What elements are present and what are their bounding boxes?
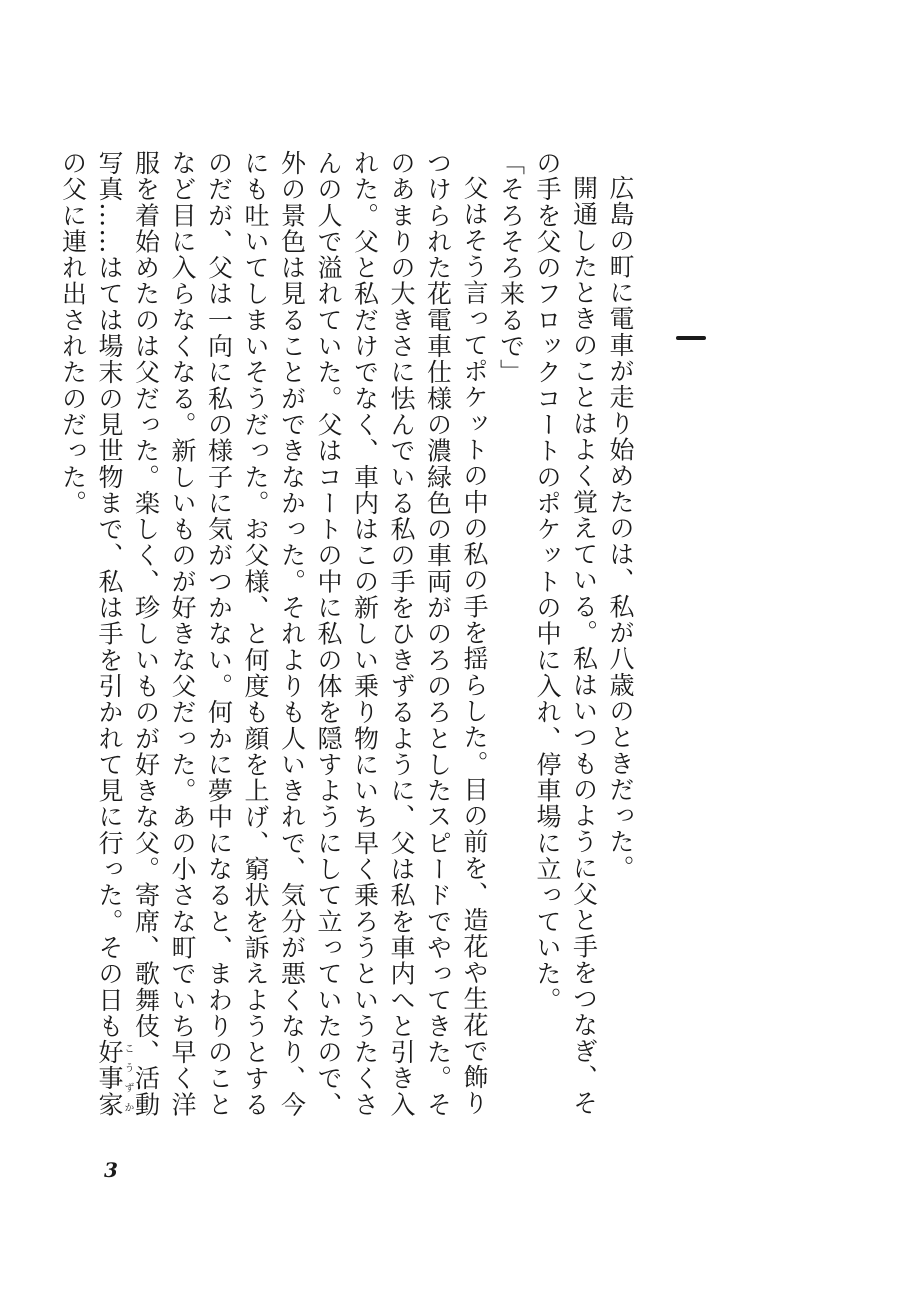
- dialogue-line: 「そろそろ来るで」: [496, 150, 526, 386]
- chapter-number-glyph: [676, 336, 706, 340]
- paragraph-text: 父はそう言ってポケットの中の私の手を揺らした。目の前を、造花や生花で飾りつけられた花電車仕様の濃緑色の車両がのろのろとしたスピードでやってきた。そのあまりの大きさに怯んでいる私の手をひきずるように、父は私を車内へと引き入れた。父と私だけでなく、車内はこの新しい乗り物にいち早く乗ろうというたくさんの人で溢れていた。父はコートの中に私の体を隠すようにして立っていたので、外の景色は見ることができなかった。それよりも人いきれで、気分が悪くなり、今にも吐いてしまいそうだった。お父様、と何度も顔を上げ、窮状を訴えようとするのだが、父は一向に私の様子に気がつかない。何かに夢中になると、まわりのことなど目に入らなくなる。新しいものが好きな父だった。あの小さな町でいち早く洋服を着始めたのは父だった。楽しく、珍しいものが好きな父。寄席、歌舞伎、活動写真……はては場末の見世物まで、私は手を引かれて見に行った。その日も: [95, 150, 489, 1118]
- page-number: 3: [104, 1158, 118, 1182]
- paragraph: 開通したときのことはよく覚えている。私はいつものように父と手をつなぎ、その手を父のフロックコートのポケットの中に入れ、停車場に立っていた。: [533, 150, 599, 1117]
- ruby-word: [95, 1039, 133, 1118]
- ruby-base: 好事家: [95, 1039, 124, 1118]
- ruby-reading: こうずか: [122, 1039, 133, 1118]
- paragraph: 広島の町に電車が走り始めたのは、私が八歳のときだった。: [606, 175, 635, 882]
- chapter-number: [670, 318, 710, 358]
- paragraph-text-tail: の父に連れ出されたのだった。: [58, 150, 88, 517]
- body-text: [58, 150, 638, 1140]
- paragraph: [54, 150, 492, 1140]
